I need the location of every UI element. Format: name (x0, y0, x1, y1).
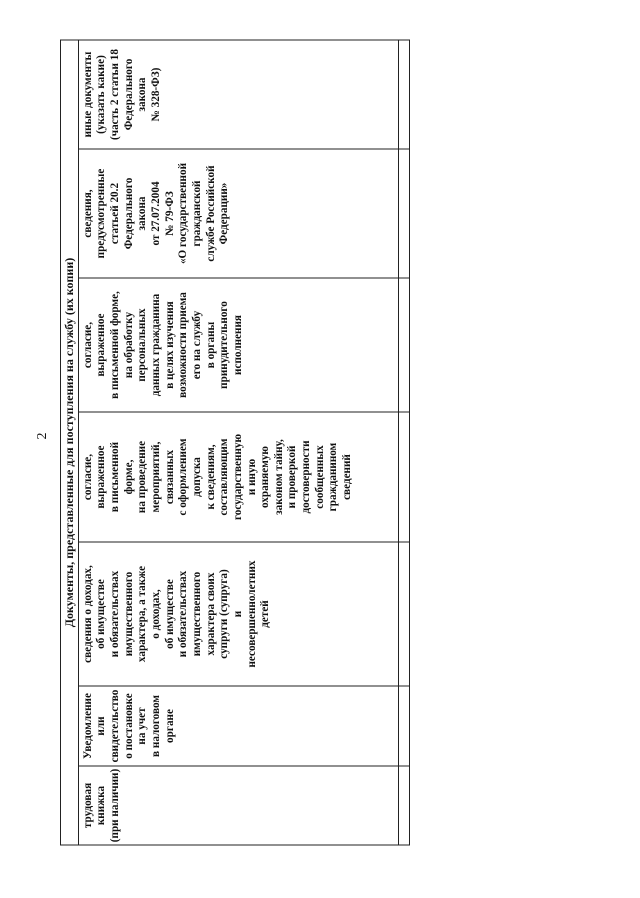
empty-cell (399, 278, 410, 412)
empty-cell (399, 766, 410, 845)
table-row-empty (399, 40, 410, 845)
cell-work-book: трудовая книжка (при наличии) (78, 766, 398, 845)
empty-cell (399, 686, 410, 766)
empty-cell (399, 40, 410, 149)
table-row (78, 40, 398, 845)
cell-income-info: сведения о доходах, об имуществе и обязательствах имущественного характера, а также о доходах, об имуществе и обязательствах имущественного характера своих супруги (супруга) и несовершеннолетних детей (78, 542, 398, 686)
cell-personal-data-consent: согласие, выраженное в письменной форме, на обработку персональных данных гражданина в целях изучения возможности приема его на службу в органы принудительного исполнения (78, 278, 398, 412)
cell-other-documents: иные документы (указать какие) (часть 2 статьи 18 Федерального закона № 328-ФЗ) (78, 40, 398, 149)
cell-article-20-2-info: сведения, предусмотренные статьей 20.2 Федерального закона от 27.07.2004 № 79-ФЗ «О государственной гражданской службе Российской Федерации» (78, 149, 398, 278)
cell-tax-registration: Уведомление или свидетельство о постановке на учет в налоговом органе (78, 686, 398, 766)
rotated-table-frame (60, 40, 410, 845)
page-number: 2 (35, 432, 50, 440)
empty-cell (399, 542, 410, 686)
table-wrapper (60, 40, 410, 845)
empty-cell (399, 149, 410, 278)
documents-table (60, 39, 410, 845)
cell-secrecy-consent: согласие, выраженное в письменной форме, на проведение мероприятий, связанных с оформлением допуска к сведениям, составляющим государственную и иную охраняемую законом тайну, и проверкой достоверности сообщенных гражданином сведений (78, 412, 398, 542)
table-header: Документы, представленные для поступления на службу (их копии) (61, 40, 79, 845)
empty-cell (399, 412, 410, 542)
